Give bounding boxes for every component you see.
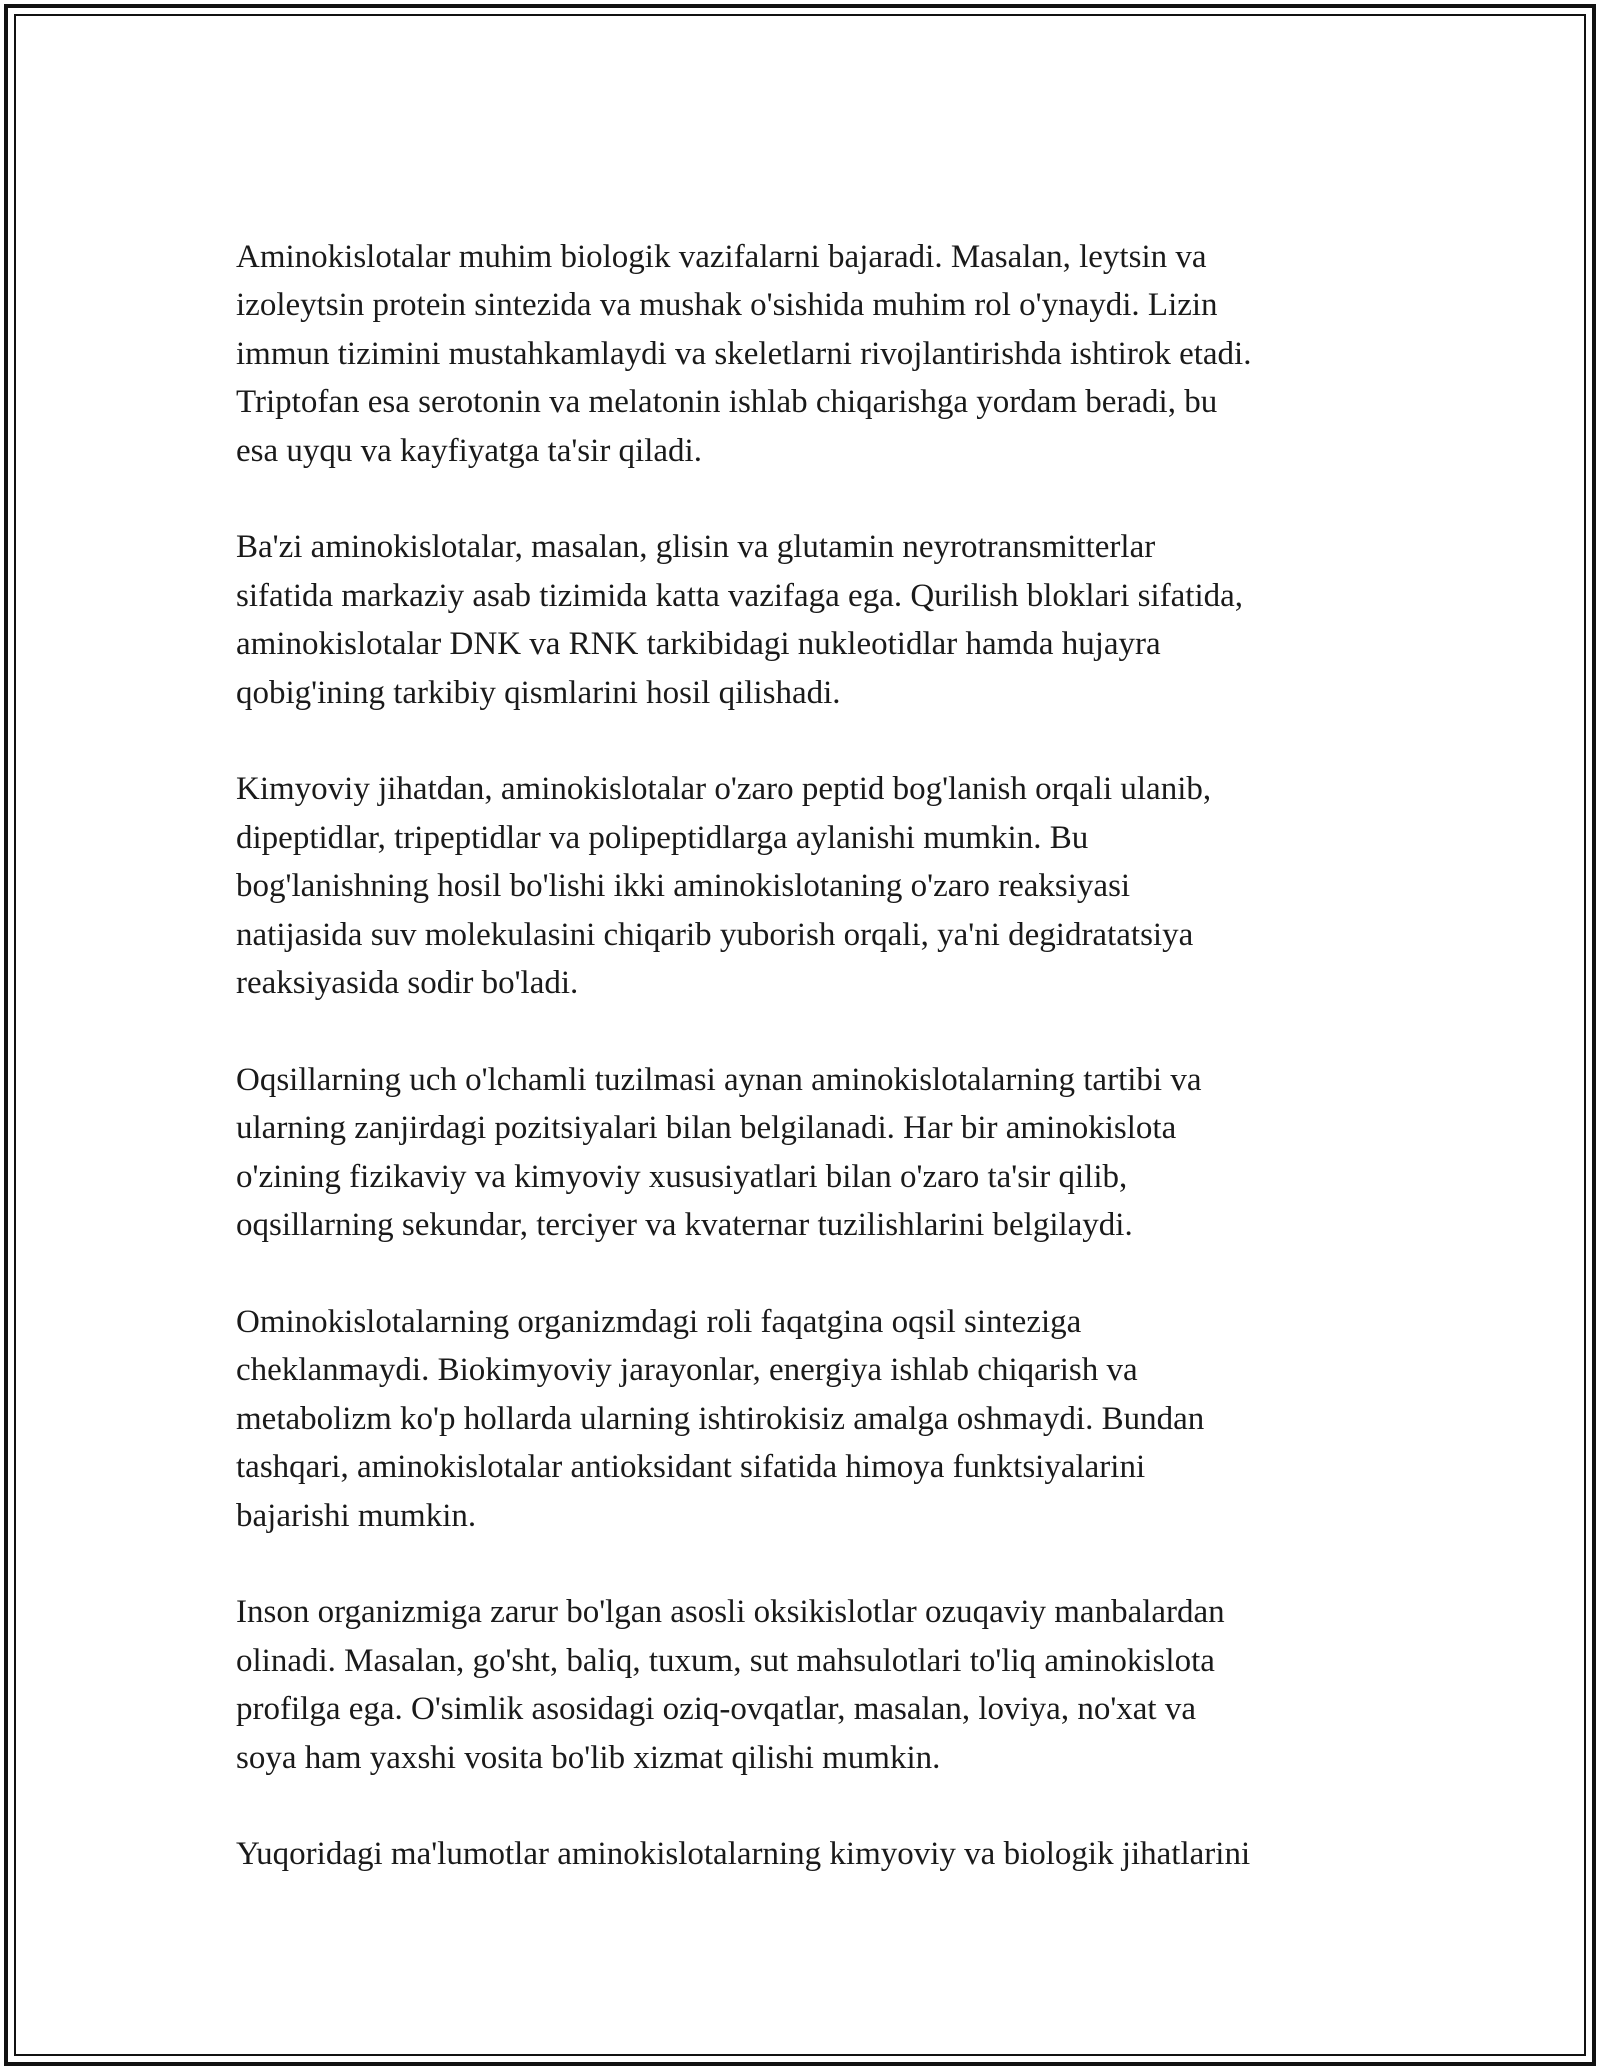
paragraph-neurotransmitters: Ba'zi aminokislotalar, masalan, glisin va glutamin neyrotransmitterlar sifatida markaziy asab tizimida katta vazifaga ega. Qurilish bloklari sifatida, aminokislotalar DNK va RNK tarkibidagi nukleotidlar hamda hujayra qobig'ining tarkibiy qismlarini hosil qilishadi. [236, 529, 1244, 711]
paragraph-organism-role: Ominokislotalarning organizmdagi roli faqatgina oqsil sinteziga cheklanmaydi. Biokimyoviy jarayonlar, energiya ishlab chiqarish va metabolizm ko'p hollarda ularning ishtirokisiz amalga oshmaydi. Bundan tashqari, aminokislotalar antioksidant sifatida himoya funktsiyalarini bajarishi mumkin. [236, 1303, 1205, 1534]
paragraph-food-sources: Inson organizmiga zarur bo'lgan asosli oksikislotlar ozuqaviy manbalardan olinadi. Masalan, go'sht, baliq, tuxum, sut mahsulotlari to'liq aminokislota profilga ega. O'simlik asosidagi oziq-ovqatlar, masalan, loviya, no'xat va soya ham yaxshi vosita bo'lib xizmat qilishi mumkin. [236, 1594, 1225, 1776]
document-body [236, 233, 1376, 1879]
paragraph-protein-structure: Oqsillarning uch o'lchamli tuzilmasi aynan aminokislotalarning tartibi va ularning zanjirdagi pozitsiyalari bilan belgilanadi. Har bir aminokislota o'zining fizikaviy va kimyoviy xususiyatlari bilan o'zaro ta'sir qilib, oqsillarning sekundar, terciyer va kvaternar tuzilishlarini belgilaydi. [236, 1061, 1202, 1244]
paragraph-amino-functions: Aminokislotalar muhim biologik vazifalarni bajaradi. Masalan, leytsin va izoleytsin protein sintezida va mushak o'sishida muhim rol o'ynaydi. Lizin immun tizimini mustahkamlaydi va skeletlarni rivojlantirishda ishtirok etadi. Triptofan esa serotonin va melatonin ishlab chiqarishga yordam beradi, bu esa uyqu va kayfiyatga ta'sir qiladi. [236, 239, 1252, 469]
paragraph-conclusion: Yuqoridagi ma'lumotlar aminokislotalarning kimyoviy va biologik jihatlarini [236, 1836, 1251, 1873]
paragraph-peptide-bonds: Kimyoviy jihatdan, aminokislotalar o'zaro peptid bog'lanish orqali ulanib, dipeptidlar, tripeptidlar va polipeptidlarga aylanishi mumkin. Bu bog'lanishning hosil bo'lishi ikki aminokislotaning o'zaro reaksiyasi natijasida suv molekulasini chiqarib yuborish orqali, ya'ni degidratatsiya reaksiyasida sodir bo'ladi. [236, 771, 1212, 1002]
